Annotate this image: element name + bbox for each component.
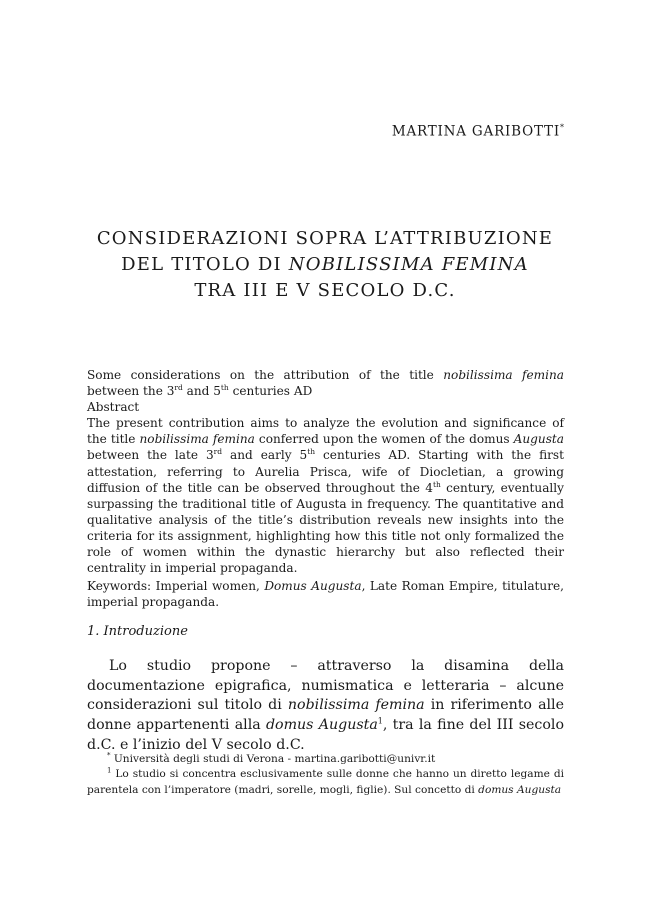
title-line-2 (60, 252, 590, 278)
abstract-block (87, 367, 564, 610)
title-line-2-emphasis: NOBILISSIMA FEMINA (288, 254, 529, 275)
title-line-3: TRA III E V SECOLO D.C. (194, 280, 456, 301)
paper-title (60, 226, 590, 304)
english-title-text-4: centuries AD (228, 384, 313, 399)
keywords-text-2: , Late Roman Empire, titulature, imperial propaganda. (87, 579, 564, 610)
body-text-1: Lo studio propone – attraverso la disamina della documentazione epigrafica, numismatica e letteraria – alcune considerazioni sul titolo di (87, 658, 564, 714)
author-footnote-mark: * (560, 123, 564, 132)
ordinal-suffix: rd (213, 447, 223, 457)
abstract-emphasis: nobilissima femina (139, 432, 255, 447)
abstract-text-6: century, eventually surpassing the traditional title of Augusta in frequency. The quantitative and qualitative analysis of the title’s distribution reveals new insights into the criteria for its assignment, highlighting how this title not only formalized the role of women within the dynastic hierarchy but also reflected their centrality in imperial propaganda. (87, 480, 564, 576)
keywords-emphasis: Domus Augusta (264, 579, 362, 594)
abstract-text (87, 415, 564, 576)
ordinal-suffix: th (432, 479, 441, 489)
footnote-affiliation (87, 752, 564, 767)
ordinal-suffix: rd (174, 383, 183, 393)
author-text: MARTINA GARIBOTTI (391, 123, 560, 140)
english-title-text-3: and 5 (182, 384, 221, 399)
body-emphasis: nobilissima femina (287, 697, 425, 714)
abstract-emphasis: Augusta (513, 432, 564, 447)
footnote-1 (87, 767, 564, 798)
title-line-1: CONSIDERAZIONI SOPRA L’ATTRIBUZIONE (96, 228, 554, 249)
body-paragraph (87, 657, 564, 756)
abstract-text-5: centuries AD. Starting with the first attestation, referring to Aurelia Prisca, wife of Diocletian, a growing diffusion of the title can be observed throughout the 4 (87, 448, 564, 495)
abstract-text-1: The present contribution aims to analyze the evolution and significance of the title (87, 416, 564, 447)
keywords (87, 578, 564, 610)
keywords-text: Keywords: Imperial women, (87, 579, 265, 594)
abstract-text-4: and early 5 (222, 448, 308, 463)
ordinal-suffix: th (220, 383, 229, 393)
body-text-2: in riferimento alle donne appartenenti alla (87, 697, 564, 734)
author-name (392, 123, 564, 140)
footnote-mark: * (107, 751, 111, 760)
footnote-1-emphasis: domus Augusta (478, 783, 562, 796)
english-title-text: Some considerations on the attribution of the title (87, 368, 444, 382)
footnote-mark: 1 (107, 766, 112, 775)
footnotes (87, 752, 564, 798)
footnote-affiliation-text: Università degli studi di Verona - martina.garibotti@univr.it (110, 753, 436, 765)
abstract-text-2: conferred upon the women of the domus (254, 432, 514, 447)
title-line-2-text: DEL TITOLO DI (121, 254, 289, 275)
english-title (87, 367, 564, 399)
body-emphasis: domus Augusta (265, 717, 378, 734)
english-title-text-2: between the 3 (87, 384, 175, 399)
abstract-heading: Abstract (87, 400, 140, 415)
abstract-text-3: between the late 3 (87, 448, 214, 463)
footnote-1-text: Lo studio si concentra esclusivamente sulle donne che hanno un diretto legame di parentela con l’imperatore (madri, sorelle, mogli, figlie). Sul concetto di (87, 768, 564, 796)
section-heading: 1. Introduzione (87, 624, 188, 639)
body-text-3: , tra la fine del III secolo d.C. e l’inizio del V secolo d.C. (87, 717, 564, 753)
ordinal-suffix: th (307, 447, 316, 457)
english-title-emphasis: nobilissima femina (443, 368, 565, 382)
footnote-reference[interactable]: 1 (377, 716, 383, 726)
